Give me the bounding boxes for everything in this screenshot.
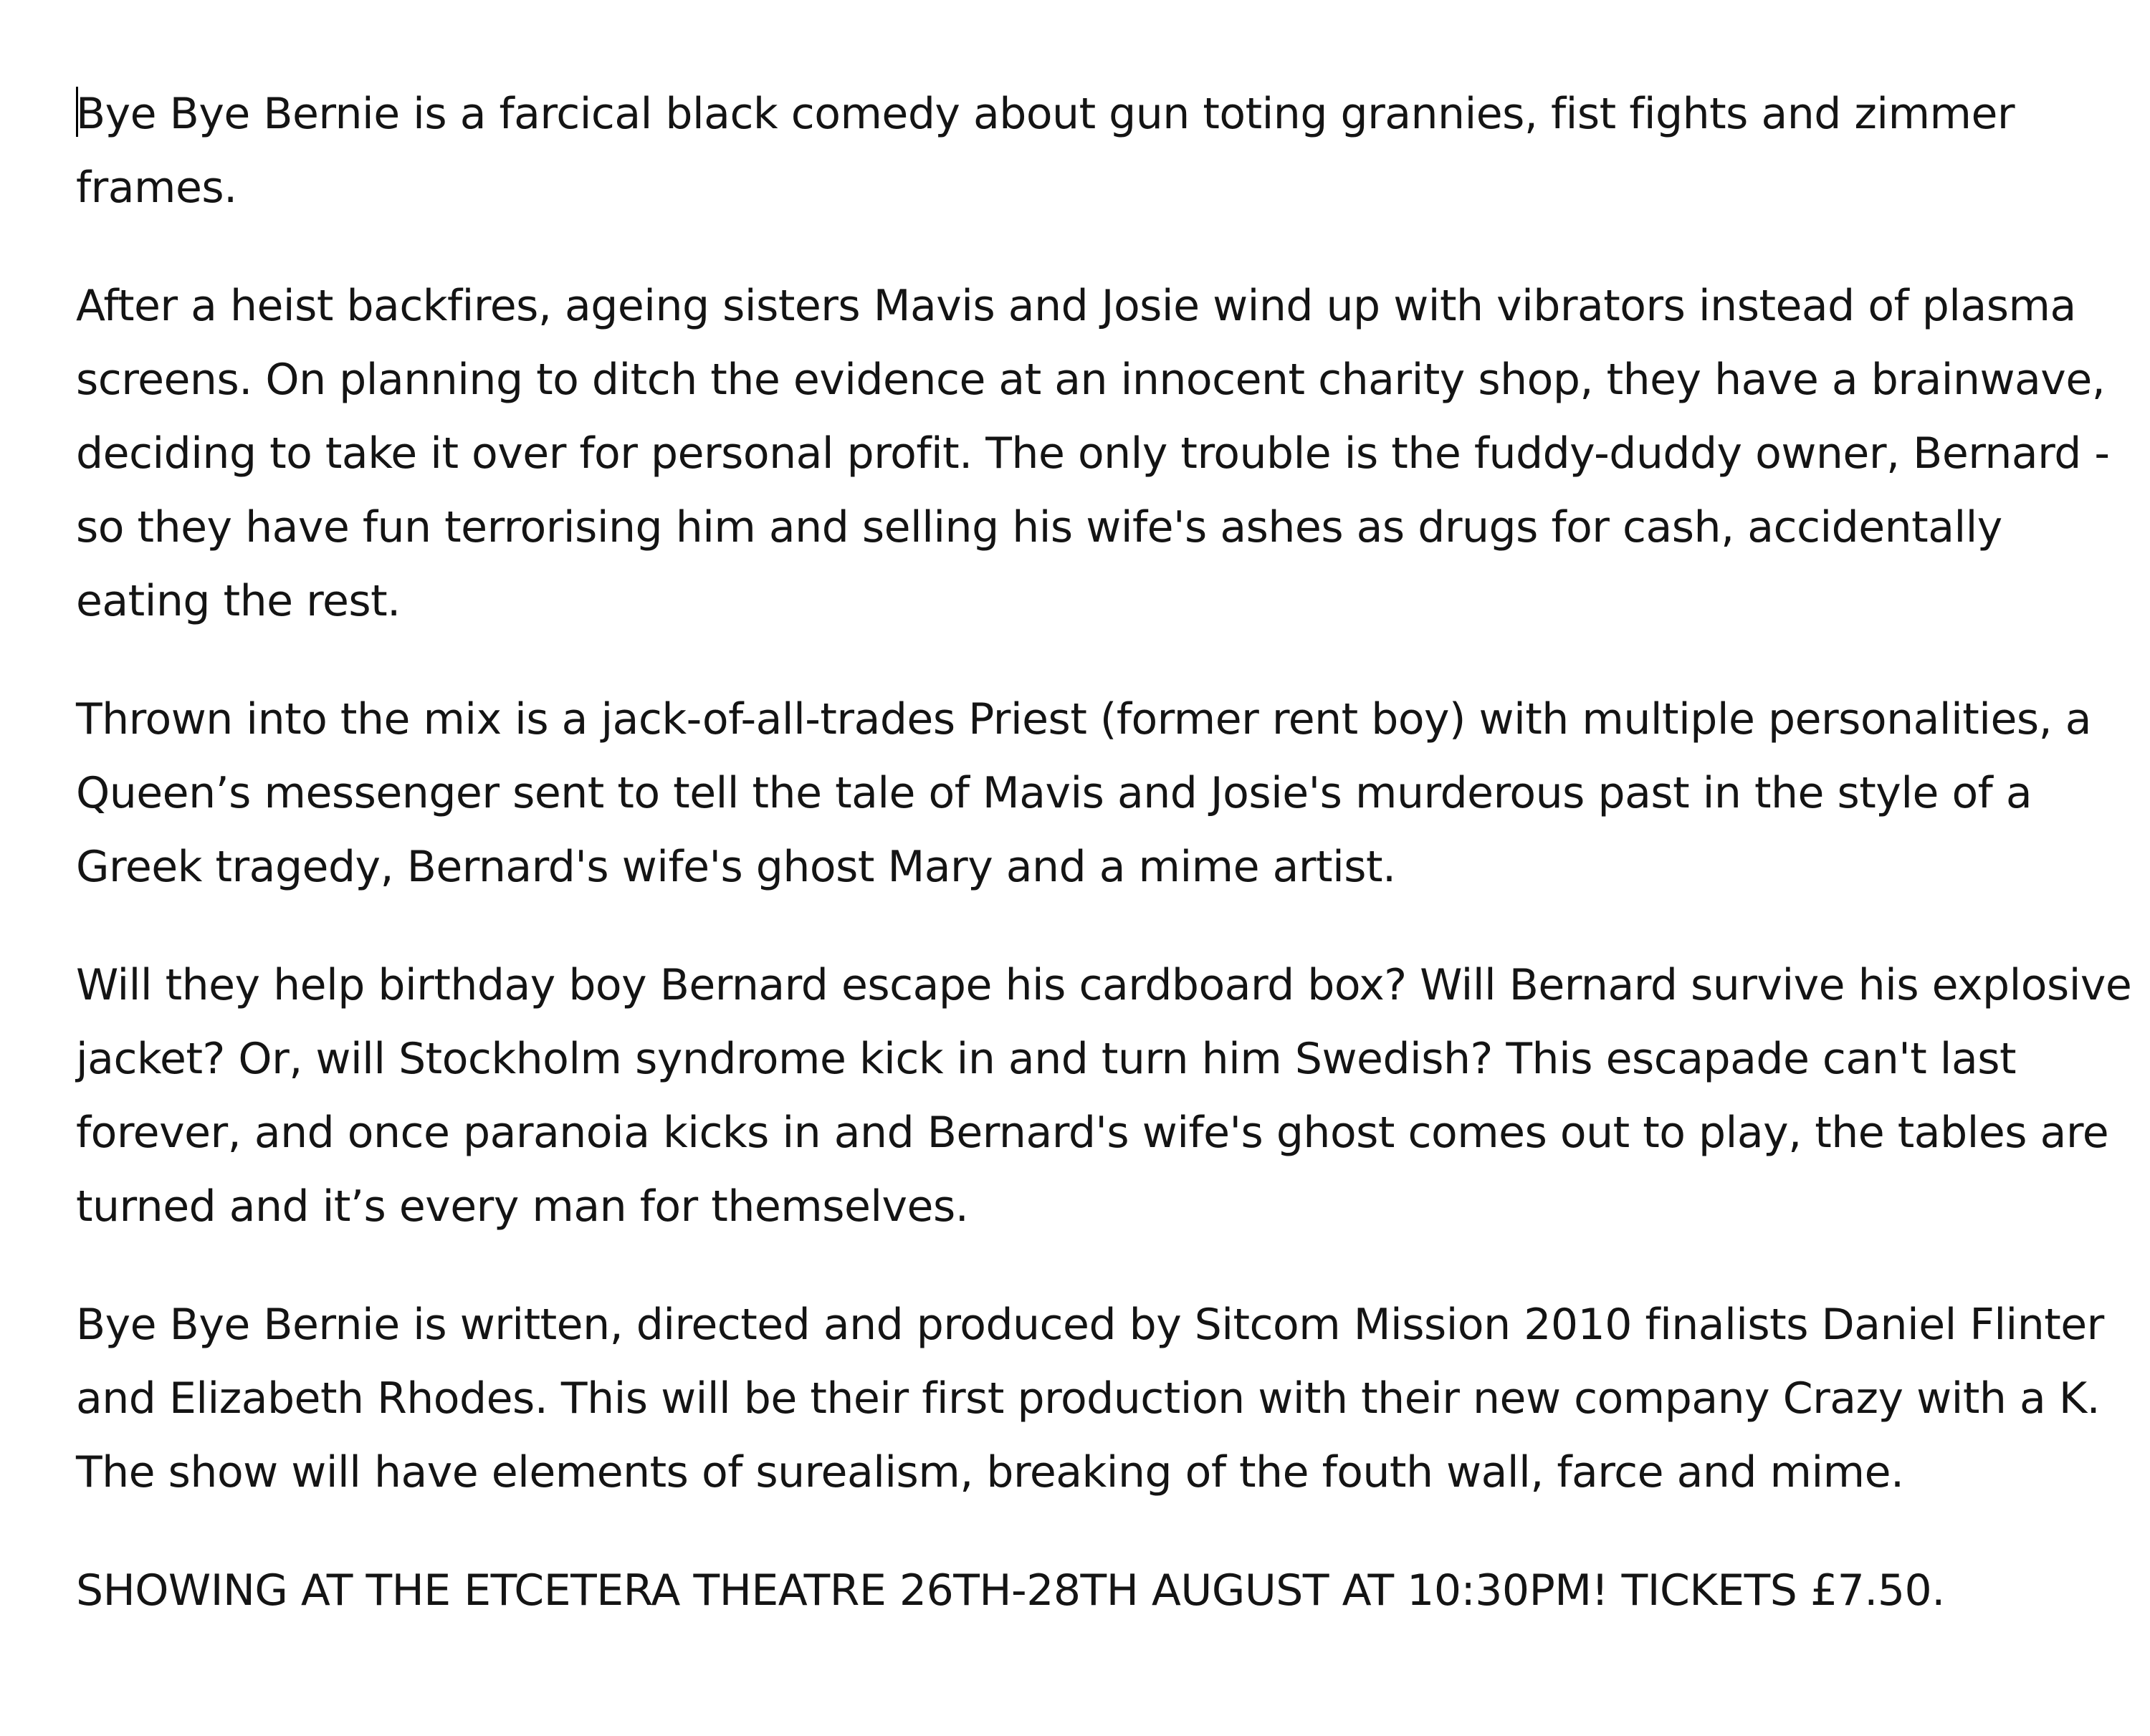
paragraph-questions: Will they help birthday boy Bernard escape his cardboard box? Will Bernard survive his explosive jacket? Or, will Stockholm syndrome kick in and turn him Swedish? This escapade can't last forever, and once paranoia kicks in and Bernard's wife's ghost comes out to play, the tables are turned and it’s every man for themselves. <box>76 960 2132 1232</box>
paragraph-showing-info: SHOWING AT THE ETCETERA THEATRE 26TH-28TH AUGUST AT 10:30PM! TICKETS £7.50. <box>76 1565 1945 1616</box>
paragraph-characters: Thrown into the mix is a jack-of-all-trades Priest (former rent boy) with multiple personalities, a Queen’s messenger sent to tell the tale of Mavis and Josie's murderous past in the style of a Greek tragedy, Bernard's wife's ghost Mary and a mime artist. <box>76 694 2092 892</box>
paragraph-plot: After a heist backfires, ageing sisters Mavis and Josie wind up with vibrators instead of plasma screens. On planning to ditch the evidence at an innocent charity shop, they have a brainwave, deciding to take it over for personal profit. The only trouble is the fuddy-duddy owner, Bernard - so they have fun terrorising him and selling his wife's ashes as drugs for cash, accidentally eating the rest. <box>76 281 2110 626</box>
paragraph-credits: Bye Bye Bernie is written, directed and produced by Sitcom Mission 2010 finalists Daniel Flinter and Elizabeth Rhodes. This will be their first production with their new company Crazy with a K. The show will have elements of surealism, breaking of the fouth wall, farce and mime. <box>76 1300 2104 1497</box>
document-body[interactable] <box>76 77 2140 1628</box>
paragraph-intro-text: Bye Bye Bernie is a farcical black comedy about gun toting grannies, fist fights and zimmer frames. <box>76 89 2015 213</box>
paragraph-intro <box>76 77 2140 225</box>
